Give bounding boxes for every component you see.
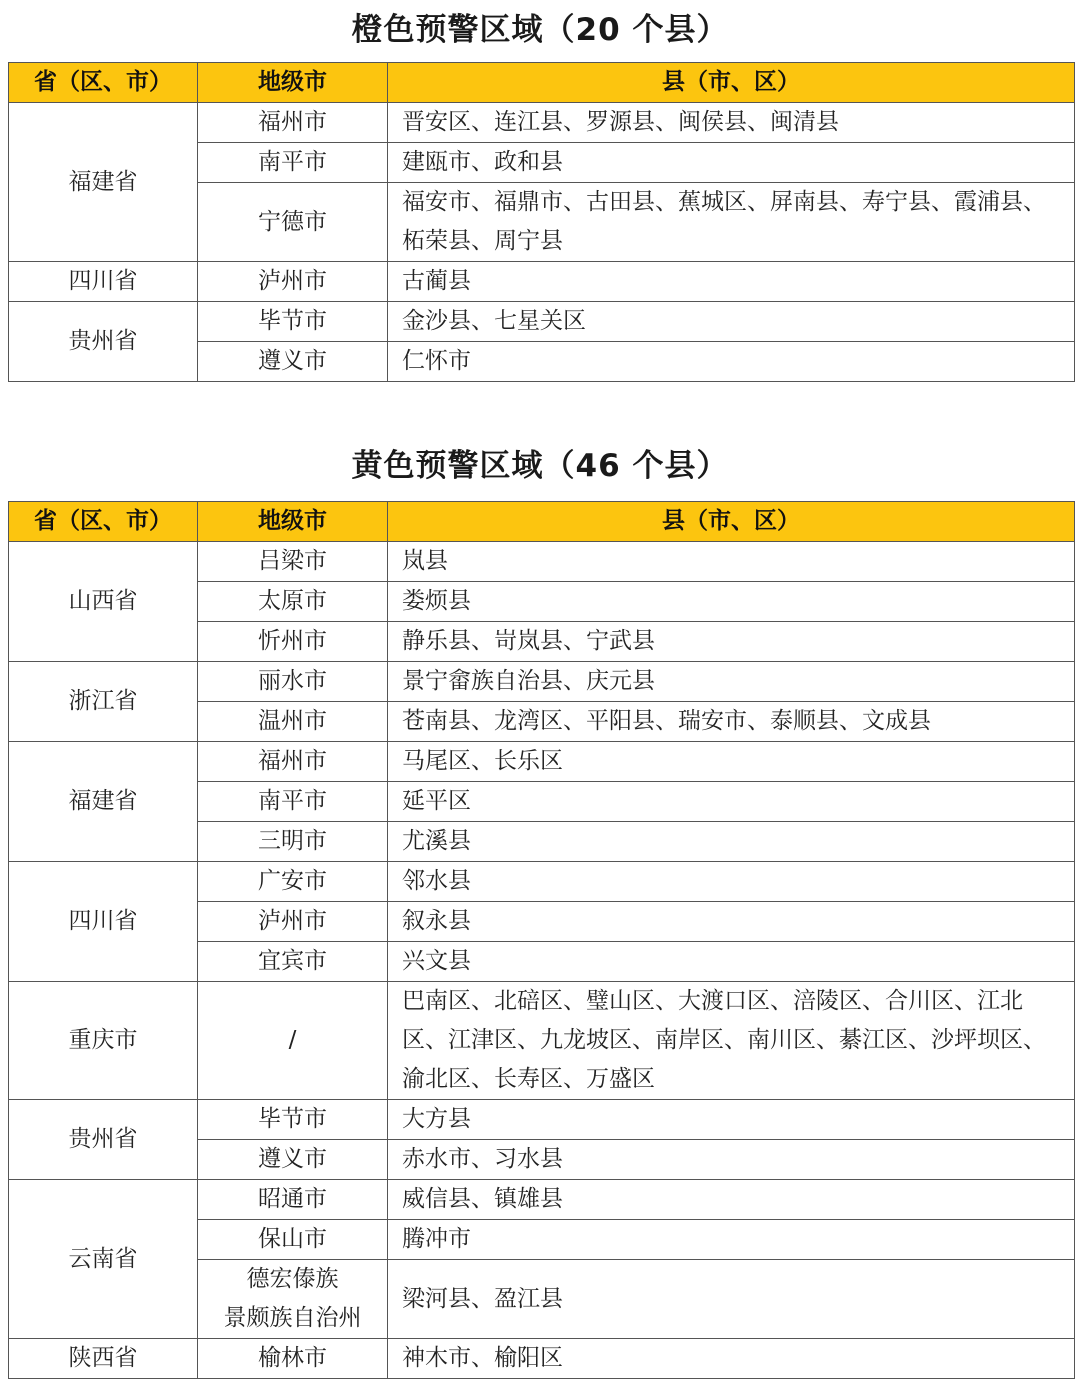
county-cell: 邻水县: [388, 862, 1075, 902]
county-cell: 巴南区、北碚区、璧山区、大渡口区、涪陵区、合川区、江北区、江津区、九龙坡区、南岸区、南川区、綦江区、沙坪坝区、渝北区、长寿区、万盛区: [388, 982, 1075, 1100]
city-cell: 三明市: [198, 822, 388, 862]
province-cell: 陕西省: [9, 1339, 198, 1379]
city-line: 德宏傣族: [246, 1266, 339, 1292]
yellow-warning-title: 黄色预警区域（46 个县）: [351, 448, 729, 484]
table-row: [9, 982, 1075, 1100]
city-cell: 榆林市: [198, 1339, 388, 1379]
city-cell: 宜宾市: [198, 942, 388, 982]
city-cell: 温州市: [198, 702, 388, 742]
city-cell: 泸州市: [198, 262, 388, 302]
city-cell: 遵义市: [198, 342, 388, 382]
table-header-row: [9, 63, 1075, 103]
header-city: 地级市: [198, 502, 388, 542]
province-cell: 重庆市: [9, 982, 198, 1100]
table-row: [9, 862, 1075, 902]
city-cell: 遵义市: [198, 1140, 388, 1180]
county-cell: 福安市、福鼎市、古田县、蕉城区、屏南县、寿宁县、霞浦县、柘荣县、周宁县: [388, 183, 1075, 262]
county-cell: 叙永县: [388, 902, 1075, 942]
county-cell: 金沙县、七星关区: [388, 302, 1075, 342]
city-line: 景颇族自治州: [223, 1305, 362, 1331]
province-cell: 浙江省: [9, 662, 198, 742]
city-cell: 宁德市: [198, 183, 388, 262]
city-cell: 忻州市: [198, 622, 388, 662]
county-cell: 古蔺县: [388, 262, 1075, 302]
county-cell: 兴文县: [388, 942, 1075, 982]
province-cell: 福建省: [9, 742, 198, 862]
province-cell: 云南省: [9, 1180, 198, 1339]
province-cell: 四川省: [9, 862, 198, 982]
table-row: [9, 1339, 1075, 1379]
header-county: 县（市、区）: [388, 502, 1075, 542]
city-cell: 吕梁市: [198, 542, 388, 582]
county-cell: 延平区: [388, 782, 1075, 822]
county-cell: 威信县、镇雄县: [388, 1180, 1075, 1220]
county-cell: 晋安区、连江县、罗源县、闽侯县、闽清县: [388, 103, 1075, 143]
table-header-row: [9, 502, 1075, 542]
header-city: 地级市: [198, 63, 388, 103]
city-cell: 广安市: [198, 862, 388, 902]
table-row: [9, 103, 1075, 143]
city-cell: 南平市: [198, 143, 388, 183]
county-cell: 娄烦县: [388, 582, 1075, 622]
city-cell: 南平市: [198, 782, 388, 822]
header-county: 县（市、区）: [388, 63, 1075, 103]
orange-warning-title: 橙色预警区域（20 个县）: [351, 12, 729, 48]
city-cell: 泸州市: [198, 902, 388, 942]
city-cell: 丽水市: [198, 662, 388, 702]
header-province: 省（区、市）: [9, 63, 198, 103]
table-row: [9, 1180, 1075, 1220]
county-cell: 神木市、榆阳区: [388, 1339, 1075, 1379]
city-cell: /: [198, 982, 388, 1100]
county-cell: 赤水市、习水县: [388, 1140, 1075, 1180]
city-cell: 昭通市: [198, 1180, 388, 1220]
county-cell: 岚县: [388, 542, 1075, 582]
province-cell: 四川省: [9, 262, 198, 302]
table-row: [9, 742, 1075, 782]
province-cell: 福建省: [9, 103, 198, 262]
orange-warning-table: [8, 62, 1075, 382]
county-cell: 大方县: [388, 1100, 1075, 1140]
county-cell: 苍南县、龙湾区、平阳县、瑞安市、泰顺县、文成县: [388, 702, 1075, 742]
yellow-warning-table: [8, 501, 1075, 1379]
table-row: [9, 262, 1075, 302]
province-cell: 贵州省: [9, 302, 198, 382]
county-cell: 建瓯市、政和县: [388, 143, 1075, 183]
header-province: 省（区、市）: [9, 502, 198, 542]
table-row: [9, 302, 1075, 342]
province-cell: 山西省: [9, 542, 198, 662]
city-cell: 保山市: [198, 1220, 388, 1260]
county-cell: 梁河县、盈江县: [388, 1260, 1075, 1339]
city-cell: 太原市: [198, 582, 388, 622]
county-cell: 尤溪县: [388, 822, 1075, 862]
county-cell: 仁怀市: [388, 342, 1075, 382]
city-cell: 福州市: [198, 742, 388, 782]
table-row: [9, 542, 1075, 582]
county-cell: 腾冲市: [388, 1220, 1075, 1260]
county-cell: 静乐县、岢岚县、宁武县: [388, 622, 1075, 662]
county-cell: 景宁畲族自治县、庆元县: [388, 662, 1075, 702]
table-row: [9, 662, 1075, 702]
city-cell: 毕节市: [198, 1100, 388, 1140]
city-cell: 毕节市: [198, 302, 388, 342]
county-cell: 马尾区、长乐区: [388, 742, 1075, 782]
city-cell: [198, 1260, 388, 1339]
province-cell: 贵州省: [9, 1100, 198, 1180]
table-row: [9, 1100, 1075, 1140]
city-cell: 福州市: [198, 103, 388, 143]
